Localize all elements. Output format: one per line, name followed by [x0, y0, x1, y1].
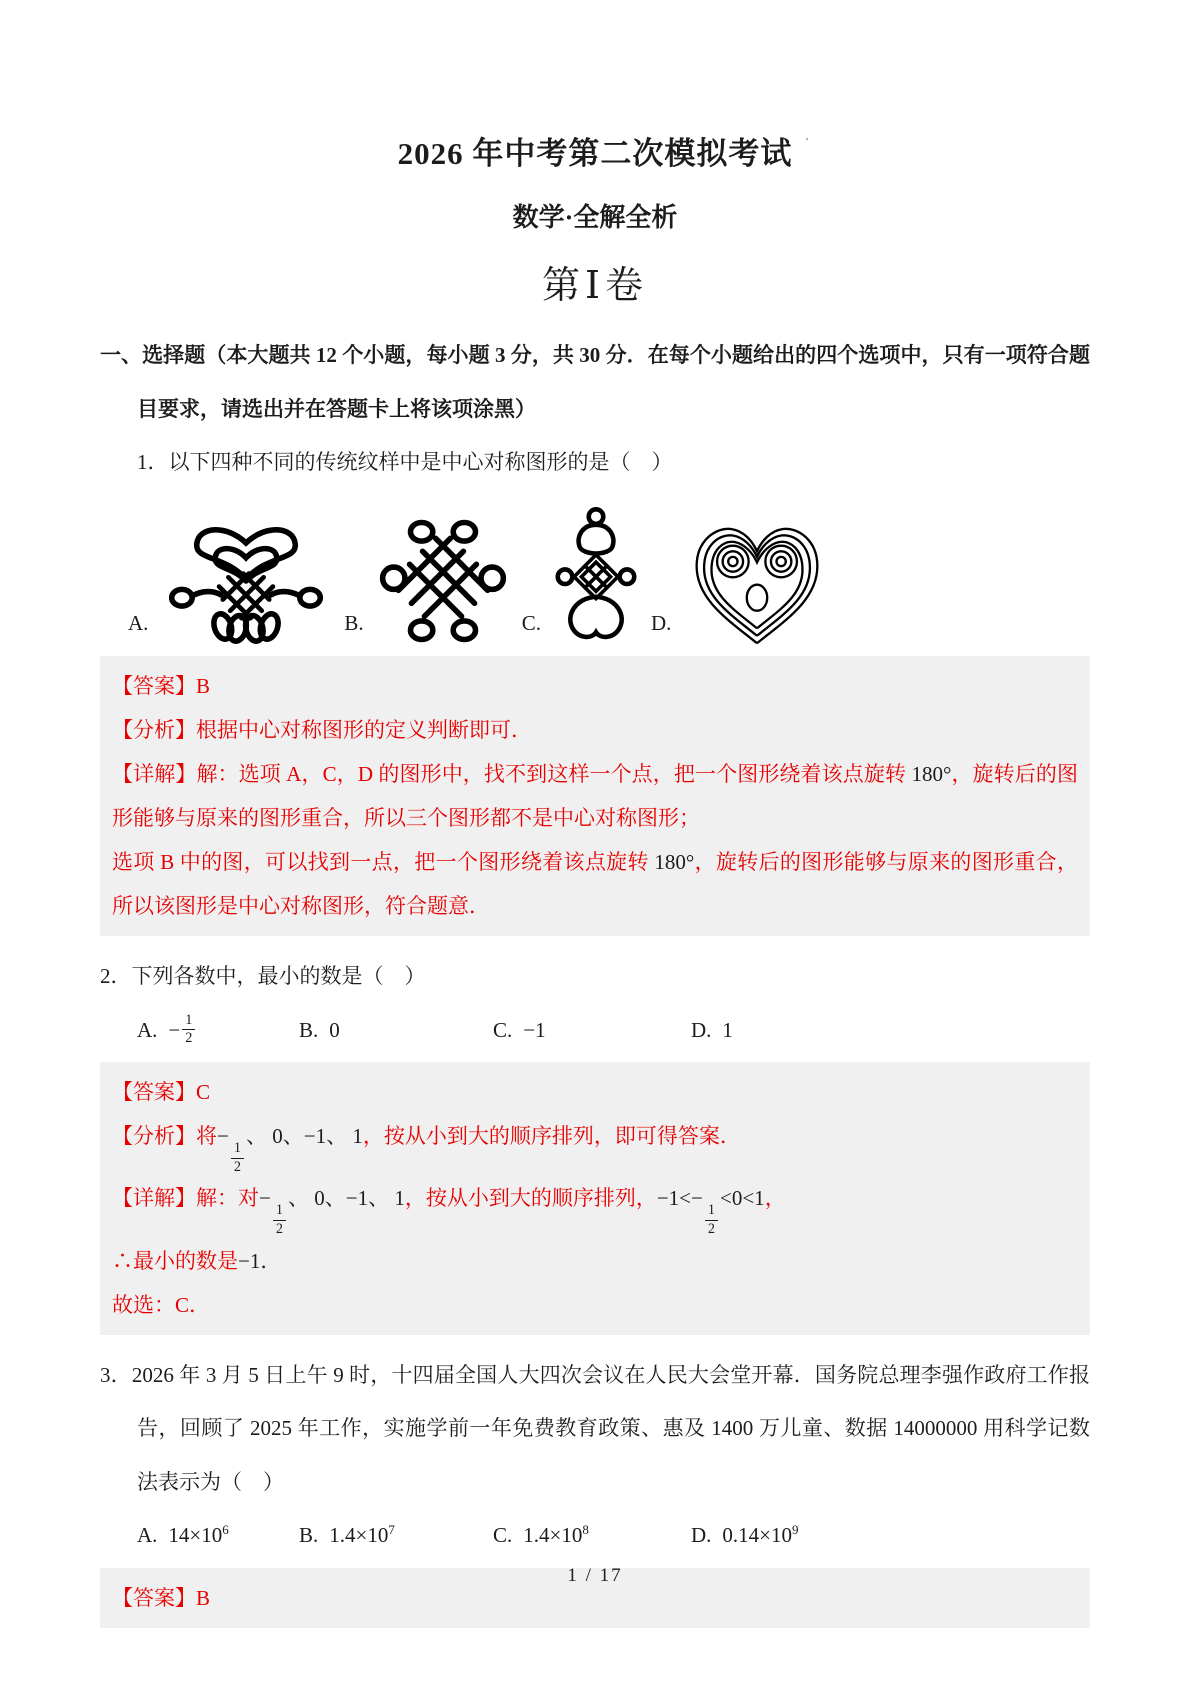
analysis-label: 【分析】	[112, 717, 196, 742]
fraction-numerator: 1	[275, 1201, 283, 1218]
q1-detail-number: 180°	[911, 761, 952, 786]
q2-analysis-text: ，按从小到大的顺序排列，即可得答案．	[362, 1124, 741, 1149]
q2-option-b	[299, 1006, 493, 1054]
q3-option-a	[137, 1511, 299, 1559]
scientific-base: 1.4×10	[523, 1523, 583, 1548]
option-label: B.	[299, 1523, 319, 1548]
option-label: A.	[137, 1017, 158, 1042]
scientific-exponent: 9	[792, 1522, 799, 1538]
q1-answer-line	[112, 664, 1078, 708]
q1-answer-value: B	[196, 673, 211, 698]
q2-choose-text: 故选：C．	[112, 1292, 211, 1317]
q3-option-d	[691, 1511, 799, 1559]
inequality-text: <0<1	[720, 1186, 765, 1211]
q1-detail-paragraph-1	[112, 752, 1078, 840]
analysis-label: 【分析】	[112, 1124, 196, 1149]
fraction	[231, 1140, 244, 1177]
gourd-knot-pattern-icon	[555, 502, 637, 646]
q3-option-c	[493, 1511, 691, 1559]
page-title: 2026 年中考第二次模拟考试	[397, 136, 793, 171]
q2-answer-line	[112, 1070, 1078, 1114]
scientific-base: 0.14×10	[722, 1523, 793, 1548]
option-label: B.	[299, 1017, 319, 1042]
q3-answer-value: B	[196, 1585, 211, 1610]
question-1-text: 1．以下四种不同的传统纹样中是中心对称图形的是（ ）	[137, 450, 673, 475]
q2-option-d	[691, 1006, 733, 1054]
scientific-base: 1.4×10	[329, 1523, 389, 1548]
fraction-denominator: 2	[705, 1220, 718, 1239]
q1-analysis-line	[112, 708, 1078, 752]
section-instructions: 一、选择题（本大题共 12 个小题，每小题 3 分，共 30 分．在每个小题给出的四个选项中，只有一项符合题目要求，请选出并在答题卡上将该项涂黑）	[100, 343, 1090, 421]
question-2-text: 2．下列各数中，最小的数是（ ）	[100, 964, 426, 989]
fraction	[273, 1202, 286, 1239]
fraction	[182, 1012, 195, 1049]
ruyi-cloud-pattern-icon	[685, 516, 829, 646]
q2-conclusion-value: −1．	[238, 1248, 282, 1273]
answer-box-q1	[100, 656, 1090, 937]
option-value: 0	[329, 1017, 340, 1042]
fraction-numerator: 1	[707, 1201, 715, 1218]
answer-label: 【答案】	[112, 1585, 196, 1610]
question-3-text: 3．2026 年 3 月 5 日上午 9 时，十四届全国人大四次会议在人民大会堂开幕．国务院总理李强作政府工作报告，回顾了 2025 年工作，实施学前一年免费教育政策、惠及 1400 万儿童、数据 14000000 用科学记数法表示为（ ）	[100, 1362, 1090, 1494]
option-value	[168, 1511, 228, 1559]
option-label: C.	[493, 1523, 513, 1548]
scientific-exponent: 8	[582, 1522, 589, 1538]
volume-heading: 第Ⅰ卷	[541, 265, 648, 307]
q2-conclusion-line	[112, 1239, 1078, 1283]
q2-option-c	[493, 1006, 691, 1054]
option-label: A.	[137, 1523, 158, 1548]
detail-label: 【详解】	[112, 761, 197, 786]
q1-detail-text: 选项 B 中的图，可以找到一点，把一个图形绕着该点旋转	[112, 850, 655, 875]
scientific-exponent: 7	[388, 1522, 395, 1538]
q2-analysis-text: 将	[196, 1124, 217, 1149]
q2-conclusion-text: ∴最小的数是	[112, 1248, 238, 1273]
fraction-denominator: 2	[231, 1158, 244, 1177]
q2-number-list: 、 0、−1、 1	[245, 1124, 363, 1149]
figure-a-label: A.	[128, 610, 149, 635]
option-value	[523, 1511, 589, 1559]
q2-number-list: 、 0、−1、 1	[287, 1186, 405, 1211]
option-value	[329, 1511, 395, 1559]
q2-choose-line	[112, 1283, 1078, 1327]
chinese-lucky-knot-pattern-icon	[378, 516, 508, 646]
q2-option-a	[137, 1006, 299, 1054]
page-number: 1 / 17	[567, 1565, 623, 1586]
option-label: D.	[691, 1523, 712, 1548]
stray-mark: '	[806, 136, 808, 148]
q1-detail-text: ，旋转后的图形能够与原来的图形重合，所以三个图形都不是中心对称图形；	[112, 761, 1078, 830]
fraction	[705, 1202, 718, 1239]
q2-analysis-line	[112, 1114, 1078, 1176]
option-label: D.	[691, 1017, 712, 1042]
option-value: 1	[722, 1017, 733, 1042]
detail-label: 【详解】	[112, 1186, 196, 1211]
option-value: −1	[523, 1017, 546, 1042]
q2-detail-text: ，按从小到大的顺序排列，	[404, 1186, 657, 1211]
fraction-numerator: 1	[233, 1139, 241, 1156]
q1-detail-number: 180°	[654, 850, 695, 875]
page-subtitle: 数学·全解全析	[512, 203, 678, 232]
question-3-options	[137, 1511, 1090, 1559]
q1-detail-paragraph-2	[112, 840, 1078, 928]
q1-detail-text: 解：选项 A，C，D 的图形中，找不到这样一个点，把一个图形绕着该点旋转	[196, 761, 912, 786]
question-1-figures	[128, 496, 1090, 646]
q1-detail-text: ，旋转后的图形能够与原来的图形重合，所以该图形是中心对称图形，符合题意．	[112, 850, 1078, 919]
answer-label: 【答案】	[112, 1080, 196, 1105]
q3-option-b	[299, 1511, 493, 1559]
minus-sign: −	[217, 1124, 229, 1149]
minus-sign: −	[168, 1017, 181, 1042]
figure-d-label: D.	[650, 610, 672, 635]
answer-box-q2	[100, 1062, 1090, 1335]
scientific-base: 14×10	[168, 1523, 223, 1548]
inequality-text: −1<−	[656, 1186, 703, 1211]
question-2-options	[137, 1006, 1090, 1054]
q2-detail-text: ，	[764, 1186, 786, 1211]
fraction-denominator: 2	[182, 1029, 195, 1048]
fraction-denominator: 2	[273, 1220, 286, 1239]
q2-detail-text: 解：对	[196, 1186, 259, 1211]
answer-label: 【答案】	[112, 673, 196, 698]
fraction-numerator: 1	[185, 1011, 193, 1028]
option-label: C.	[493, 1017, 513, 1042]
q2-answer-value: C	[196, 1080, 211, 1105]
scientific-exponent: 6	[222, 1522, 229, 1538]
page-content	[100, 0, 1090, 1642]
figure-b-label: B.	[344, 610, 364, 635]
q2-detail-line	[112, 1176, 1078, 1238]
butterfly-knot-pattern-icon	[162, 516, 330, 646]
option-value	[722, 1511, 798, 1559]
figure-c-label: C.	[521, 610, 541, 635]
q1-analysis-text: 根据中心对称图形的定义判断即可．	[196, 717, 532, 742]
minus-sign: −	[259, 1186, 271, 1211]
